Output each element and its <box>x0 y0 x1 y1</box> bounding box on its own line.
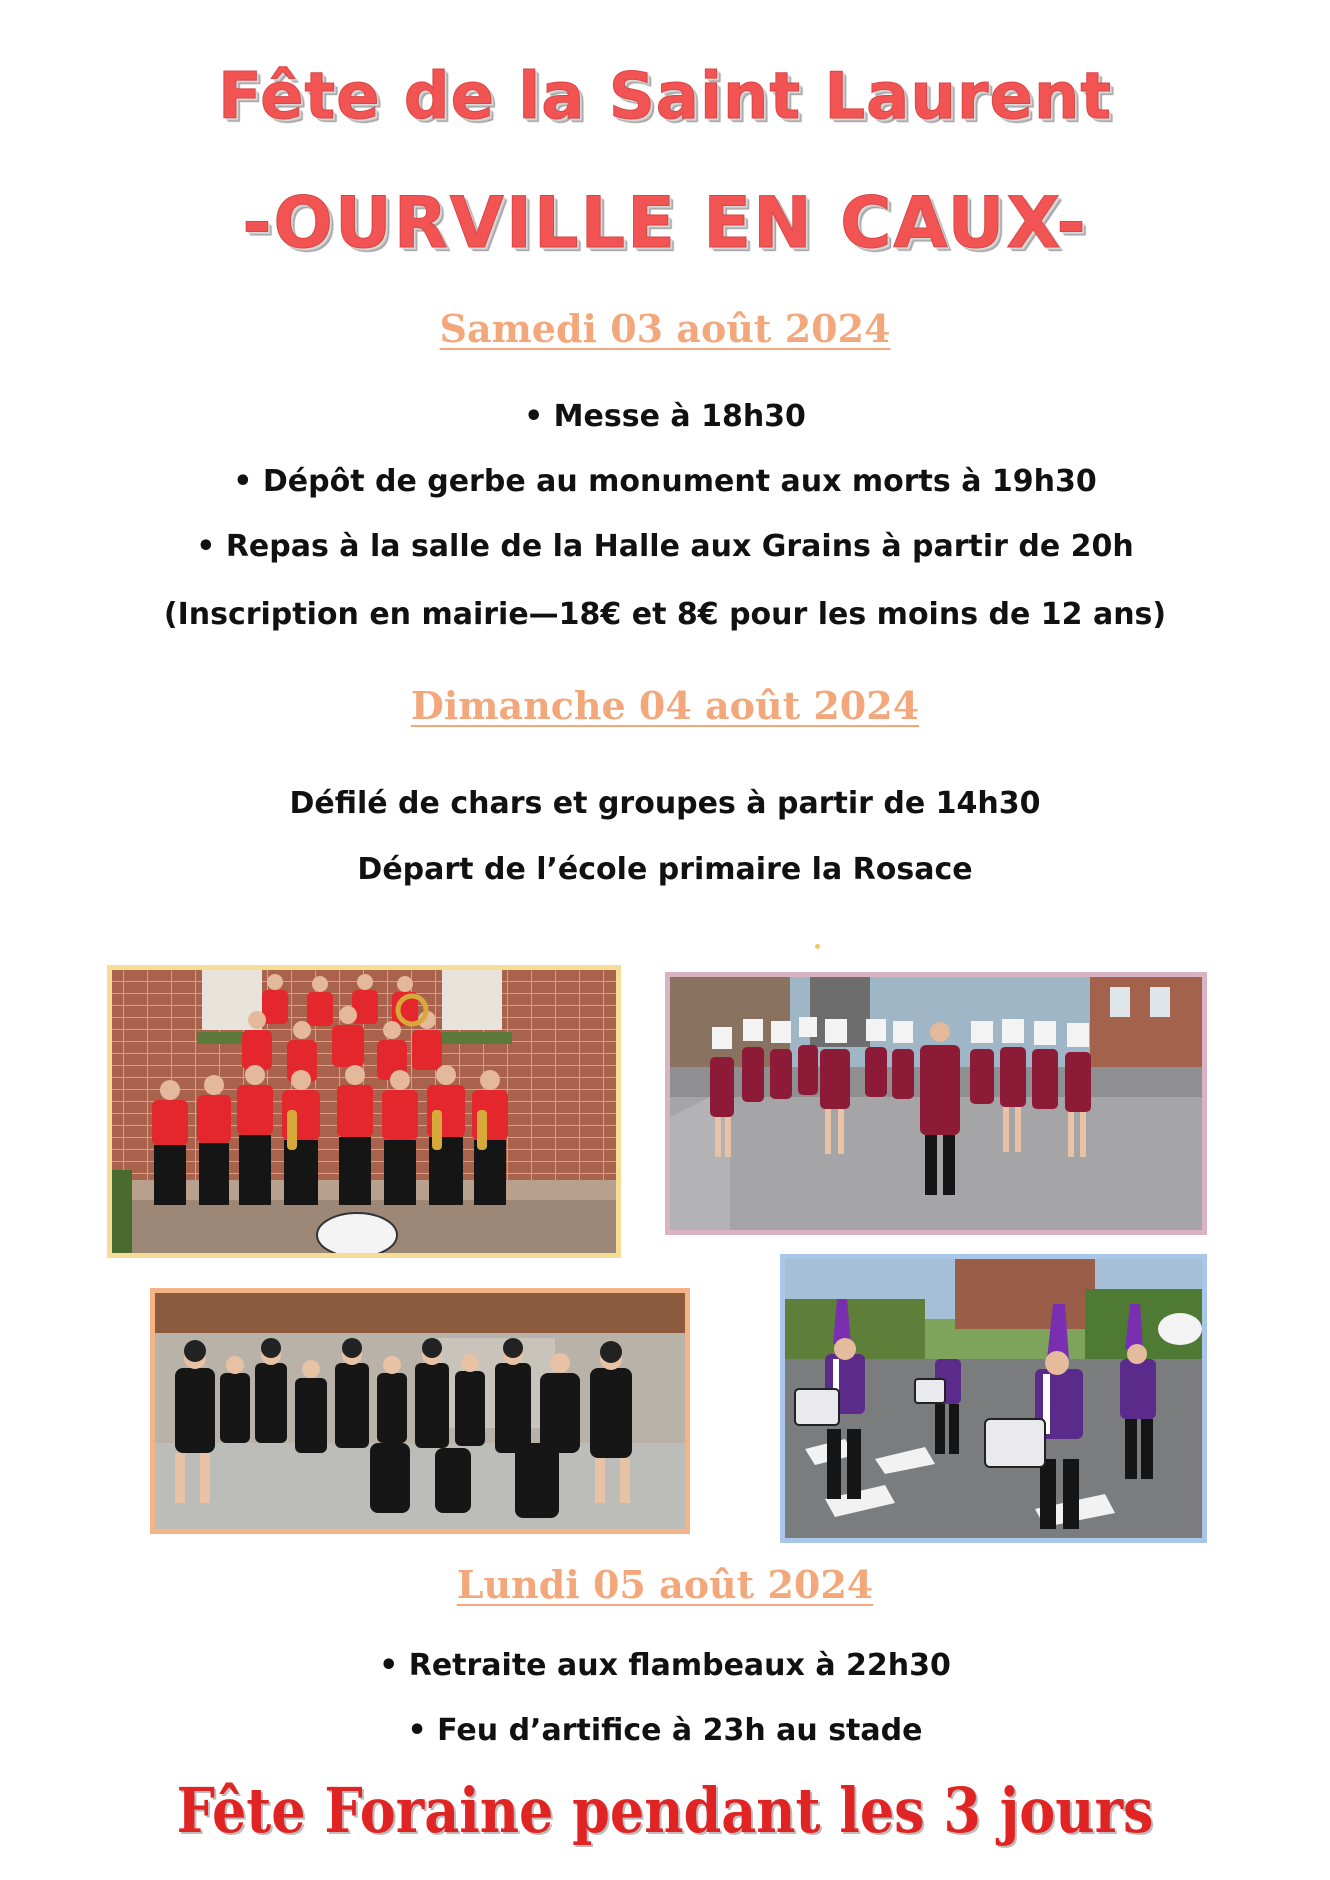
photo-dance-group <box>150 1288 690 1534</box>
sunday-item-parade: Défilé de chars et groupes à partir de 14h30 <box>289 786 1041 821</box>
saturday-heading: Samedi 03 août 2024 <box>439 306 891 351</box>
saturday-item-dinner: • Repas à la salle de la Halle aux Grains à partir de 20h <box>196 529 1134 564</box>
funfair-banner: Fête Foraine pendant les 3 jours <box>176 1773 1154 1847</box>
monday-heading: Lundi 05 août 2024 <box>456 1562 874 1607</box>
saturday-item-wreath: • Dépôt de gerbe au monument aux morts à 19h30 <box>233 464 1097 499</box>
sunday-heading: Dimanche 04 août 2024 <box>410 683 920 728</box>
decorative-dot <box>815 944 820 949</box>
sunday-item-departure: Départ de l’école primaire la Rosace <box>357 852 973 887</box>
photo-majorettes-parade <box>665 972 1207 1235</box>
monday-item-torchlight: • Retraite aux flambeaux à 22h30 <box>379 1648 951 1683</box>
photo-drum-corps <box>780 1254 1207 1543</box>
monday-item-fireworks: • Feu d’artifice à 23h au stade <box>407 1713 923 1748</box>
poster-subtitle: -OURVILLE EN CAUX- <box>242 182 1088 264</box>
poster-title: Fête de la Saint Laurent <box>217 60 1113 134</box>
photo-brass-band <box>107 965 621 1258</box>
saturday-registration-note: (Inscription en mairie—18€ et 8€ pour les moins de 12 ans) <box>163 597 1167 632</box>
saturday-item-mass: • Messe à 18h30 <box>524 399 806 434</box>
